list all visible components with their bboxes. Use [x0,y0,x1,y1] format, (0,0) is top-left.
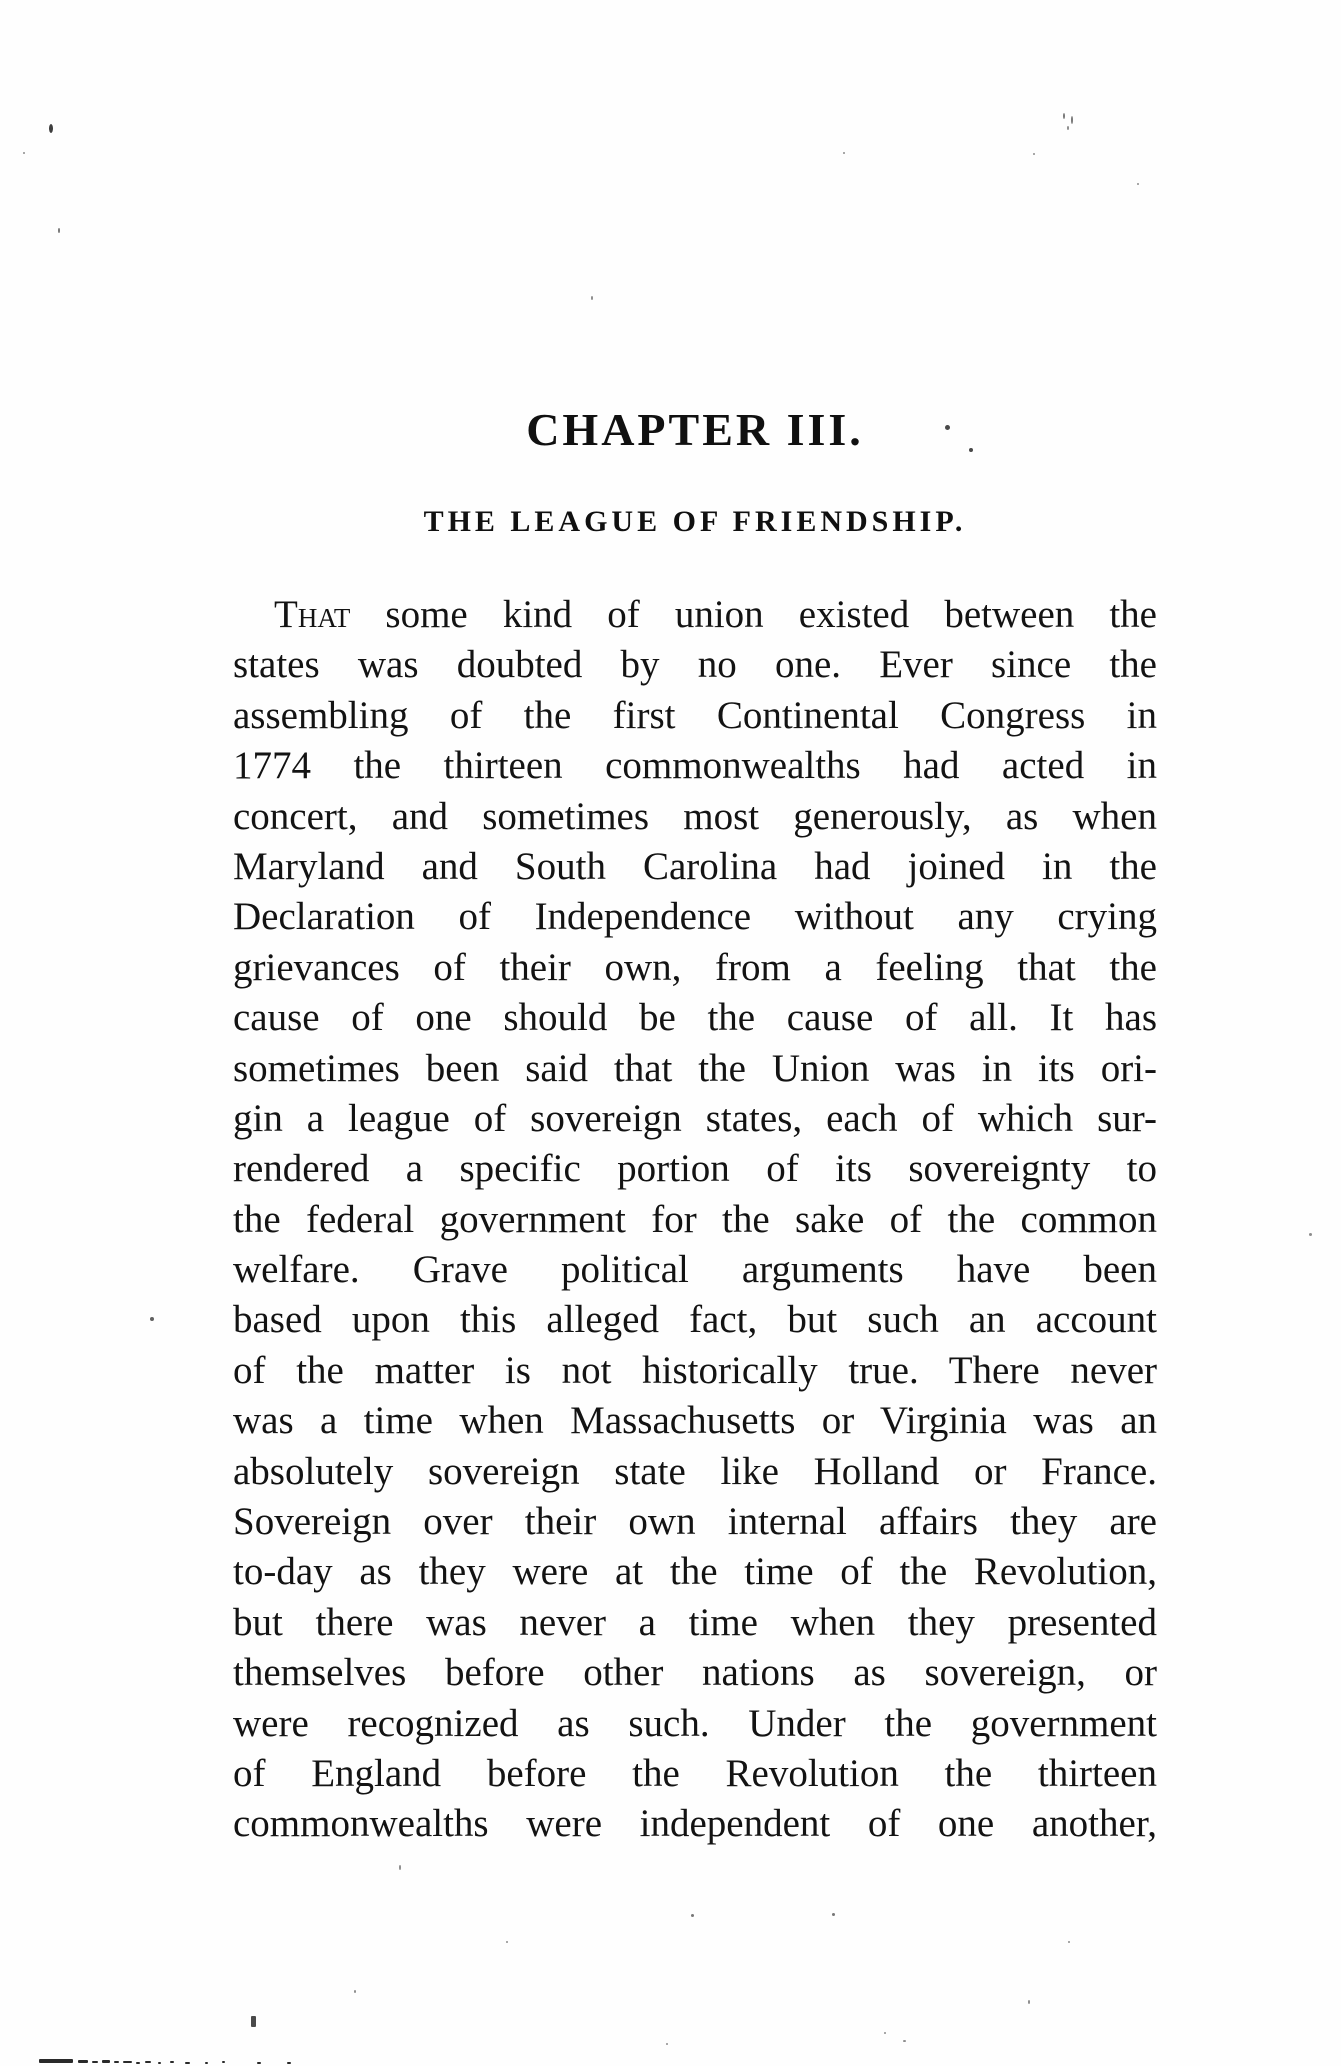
scan-speck [1063,113,1065,119]
body-line: of England before the Revolution the thirteen [233,1751,1157,1795]
body-line: themselves before other nations as sovereign, or [233,1651,1157,1695]
scan-speck [1067,126,1069,130]
scan-speck [1137,183,1139,185]
scan-edge-dash [158,2062,161,2064]
body-line: gin a league of sovereign states, each of which sur- [233,1096,1157,1140]
body-line: rendered a specific portion of its sovereignty to [233,1147,1157,1191]
scan-speck [945,425,950,430]
body-line: based upon this alleged fact, but such an account [233,1298,1157,1342]
scan-speck [23,152,25,154]
body-line: absolutely sovereign state like Holland or France. [233,1449,1157,1493]
body-line: welfare. Grave political arguments have been [233,1248,1157,1292]
scan-speck [666,2043,668,2045]
scan-speck [884,2032,886,2034]
scan-speck [58,228,60,233]
body-line: Sovereign over their own internal affairs they are [233,1500,1157,1544]
scan-speck [1309,1233,1312,1236]
body-line: of the matter is not historically true. There never [233,1348,1157,1392]
scan-artifact [251,2016,256,2027]
scan-edge-dash [185,2062,190,2064]
scan-speck [1033,153,1035,155]
body-line: sometimes been said that the Union was in its ori- [233,1046,1157,1090]
body-line: commonwealths were independent of one another, [233,1802,1157,1846]
body-line: states was doubted by no one. Ever since the [233,643,1157,687]
scan-edge-dash [257,2062,261,2064]
body-line: grievances of their own, from a feeling that the [233,945,1157,989]
scan-speck [1071,116,1073,124]
scan-speck [399,1865,401,1870]
body-line: 1774 the thirteen commonwealths had acted in [233,744,1157,788]
body-line: was a time when Massachusetts or Virginia was an [233,1399,1157,1443]
scan-speck [1028,2000,1030,2004]
body-line: Declaration of Independence without any crying [233,895,1157,939]
body-line: Maryland and South Carolina had joined in the [233,844,1157,888]
scan-speck [969,448,973,452]
lead-word: That [274,593,351,636]
body-line: the federal government for the sake of the common [233,1197,1157,1241]
scan-edge-dash [39,2059,73,2063]
body-line: assembling of the first Continental Congress in [233,693,1157,737]
scan-speck [832,1913,835,1916]
body-paragraph [233,590,1157,1850]
scan-edge-dash [222,2061,225,2063]
body-line: concert, and sometimes most generously, as when [233,794,1157,838]
scan-speck [591,296,593,300]
chapter-heading: CHAPTER III. [526,404,864,455]
scan-edge-dash [92,2061,98,2063]
scan-speck [1068,1941,1070,1943]
scan-edge-dash [205,2062,208,2064]
scan-edge-dash [170,2061,174,2063]
scan-speck [354,1990,356,1993]
body-line: were recognized as such. Under the government [233,1701,1157,1745]
line-text: some kind of union existed between the [385,593,1157,636]
scan-speck [150,1317,154,1321]
scan-edge-dash [114,2061,119,2063]
scan-edge-dash [145,2061,151,2063]
scan-speck [506,1941,508,1943]
scan-speck [691,1914,694,1917]
scan-speck [843,152,845,154]
scan-edge-dash [123,2061,132,2063]
body-line: to-day as they were at the time of the Revolution, [233,1550,1157,1594]
body-line [233,590,1157,640]
body-line: but there was never a time when they presented [233,1600,1157,1644]
scan-edge-dash [136,2062,140,2064]
scan-edge-dash [102,2060,110,2063]
body-line: cause of one should be the cause of all. It has [233,996,1157,1040]
scan-speck [49,124,53,133]
scan-edge-dash [78,2060,88,2063]
chapter-subtitle: THE LEAGUE OF FRIENDSHIP. [423,505,967,538]
scan-speck [903,2040,906,2042]
scan-edge-dash [287,2062,291,2064]
